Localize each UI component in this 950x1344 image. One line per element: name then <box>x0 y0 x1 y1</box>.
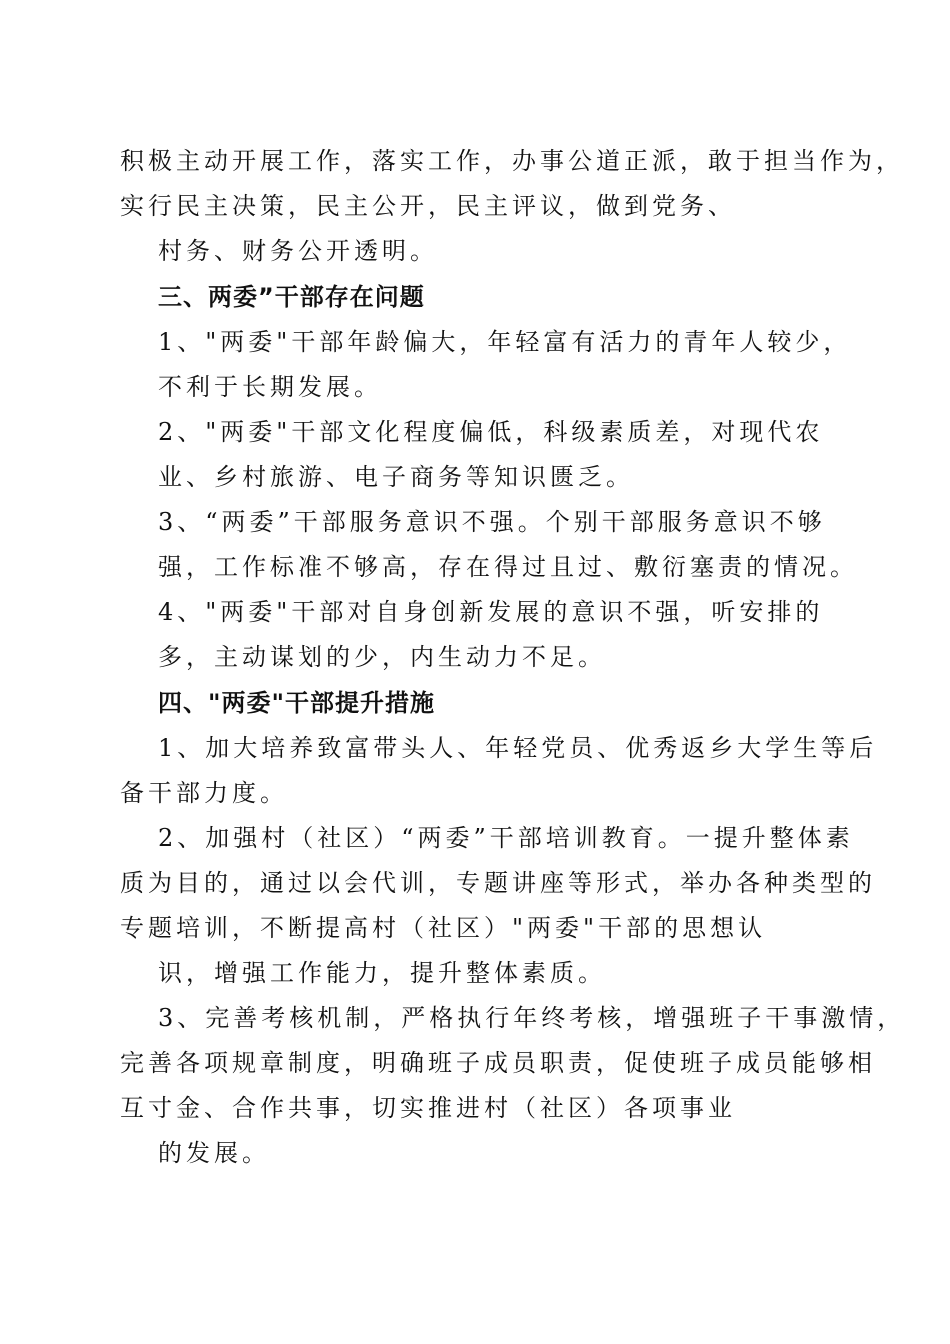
paragraph-line: 村务、财务公开透明。 <box>158 237 438 265</box>
list-item-line: 业、乡村旅游、电子商务等知识匮乏。 <box>158 463 634 491</box>
list-item-line: 不利于长期发展。 <box>158 373 382 401</box>
list-item-line: 质为目的，通过以会代训，专题讲座等形式，举办各种类型的 <box>120 869 876 897</box>
list-item-line: 识，增强工作能力，提升整体素质。 <box>158 959 606 987</box>
list-item-line: 3、完善考核机制，严格执行年终考核，增强班子干事激情， <box>158 1004 906 1032</box>
list-item-line: 专题培训，不断提高村（社区）"两委"干部的思想认 <box>120 914 767 942</box>
list-item-line: 备干部力度。 <box>120 779 288 807</box>
list-item-line: 1、"两委"干部年龄偏大，年轻富有活力的青年人较少， <box>158 328 852 356</box>
list-item-line: 强，工作标准不够高，存在得过且过、敷衍塞责的情况。 <box>158 553 858 581</box>
section-heading-problems: 三、两委”干部存在问题 <box>158 283 425 311</box>
paragraph-line: 实行民主决策，民主公开，民主评议，做到党务、 <box>120 192 736 220</box>
paragraph-line: 积极主动开展工作，落实工作，办事公道正派，敢于担当作为， <box>120 147 904 175</box>
section-heading-measures: 四、"两委"干部提升措施 <box>158 689 436 717</box>
list-item-line: 多，主动谋划的少，内生动力不足。 <box>158 643 606 671</box>
list-item-line: 1、加大培养致富带头人、年轻党员、优秀返乡大学生等后 <box>158 734 878 762</box>
list-item-line: 互寸金、合作共事，切实推进村（社区）各项事业 <box>120 1094 736 1122</box>
list-item-line: 4、"两委"干部对自身创新发展的意识不强，听安排的 <box>158 598 824 626</box>
list-item-line: 完善各项规章制度，明确班子成员职责，促使班子成员能够相 <box>120 1049 876 1077</box>
list-item-line: 3、“两委”干部服务意识不强。个别干部服务意识不够 <box>158 508 826 536</box>
list-item-line: 2、"两委"干部文化程度偏低，科级素质差，对现代农 <box>158 418 824 446</box>
list-item-line: 2、加强村（社区）“两委”干部培训教育。一提升整体素 <box>158 824 854 852</box>
list-item-line: 的发展。 <box>158 1139 270 1167</box>
